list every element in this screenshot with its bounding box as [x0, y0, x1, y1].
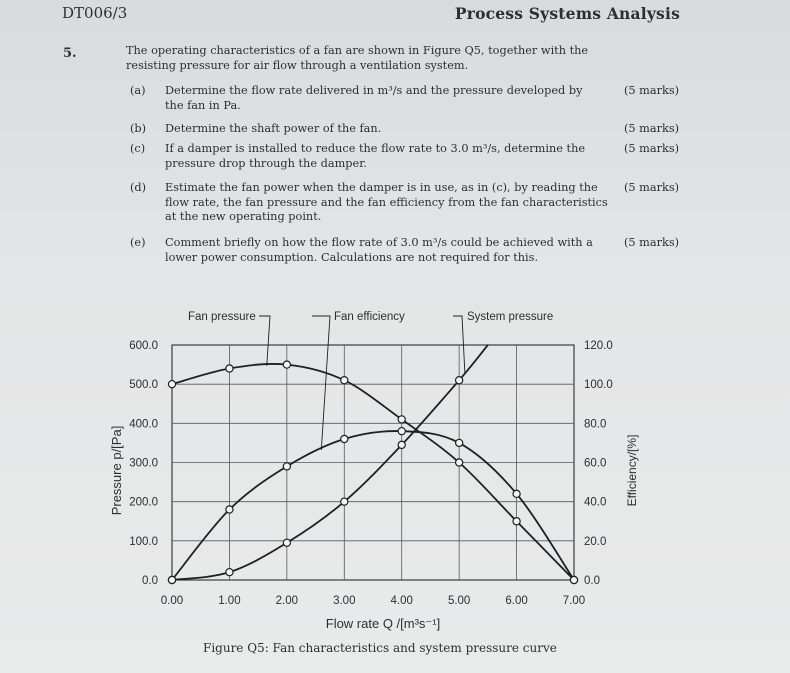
y-left-tick-label: 400.0 — [129, 418, 158, 431]
x-tick-label: 1.00 — [218, 595, 241, 607]
data-point — [283, 463, 290, 470]
part-marks: (5 marks) — [624, 181, 680, 194]
x-tick-label: 3.00 — [333, 595, 356, 607]
figure-caption: Figure Q5: Fan characteristics and system pressure curve — [203, 641, 557, 655]
x-tick-label: 7.00 — [562, 595, 586, 607]
series-line-fan-efficiency — [172, 431, 574, 580]
x-tick-label: 5.00 — [447, 595, 471, 607]
y-right-axis-title: Efficiency/[%] — [625, 434, 639, 507]
y-right-tick-label: 20.0 — [584, 535, 607, 548]
chart-labels — [109, 311, 639, 631]
legend-label-fan-pressure: Fan pressure — [188, 311, 256, 323]
legend-label-fan-efficiency: Fan efficiency — [334, 311, 405, 323]
y-right-tick-label: 40.0 — [584, 496, 607, 509]
x-axis-title: Flow rate Q /[m³s⁻¹] — [325, 616, 441, 631]
part-line: at the new operating point. — [165, 210, 322, 223]
data-point — [283, 539, 290, 546]
y-right-tick-label: 80.0 — [584, 418, 607, 431]
series-line-fan-pressure — [172, 364, 574, 580]
data-point — [456, 439, 463, 446]
y-left-axis-title: Pressure p/[Pa] — [109, 425, 124, 516]
data-point — [513, 490, 520, 497]
y-right-tick-label: 0.0 — [584, 575, 600, 587]
data-point — [226, 569, 233, 576]
part-marks: (5 marks) — [624, 122, 680, 135]
y-left-tick-label: 500.0 — [129, 379, 158, 392]
y-left-tick-label: 300.0 — [129, 457, 158, 470]
data-point — [456, 459, 463, 466]
y-right-tick-label: 100.0 — [584, 379, 613, 392]
course-code: DT006/3 — [62, 4, 128, 22]
subject-title: Process Systems Analysis — [454, 4, 680, 23]
part-label: (c) — [130, 142, 146, 155]
data-point — [341, 377, 348, 384]
data-point — [341, 435, 348, 442]
x-tick-label: 4.00 — [390, 595, 413, 607]
legend-leader-line — [259, 316, 270, 366]
part-line: the fan in Pa. — [165, 98, 241, 112]
y-left-tick-label: 200.0 — [129, 496, 158, 509]
chart-grid — [172, 345, 574, 580]
part-line: Comment briefly on how the flow rate of 3.0 m³/s could be achieved with a — [165, 236, 593, 249]
data-point — [398, 441, 405, 448]
data-point — [168, 576, 175, 583]
legend-leader-line — [312, 316, 330, 450]
part-label: (d) — [130, 181, 147, 194]
part-marks: (5 marks) — [624, 142, 680, 155]
y-left-tick-label: 600.0 — [129, 340, 158, 352]
part-label: (e) — [130, 236, 146, 249]
data-point — [398, 416, 405, 423]
x-tick-label: 0.00 — [160, 595, 184, 607]
legend-label-system-pressure: System pressure — [467, 311, 554, 323]
part-marks: (5 marks) — [624, 236, 680, 249]
part-line: If a damper is installed to reduce the flow rate to 3.0 m³/s, determine the — [165, 142, 586, 155]
y-left-tick-label: 0.0 — [142, 575, 158, 587]
part-line: lower power consumption. Calculations are not required for this. — [165, 250, 539, 264]
part-marks: (5 marks) — [624, 84, 680, 97]
y-right-tick-label: 120.0 — [584, 340, 613, 352]
data-point — [226, 506, 233, 513]
x-tick-label: 6.00 — [505, 595, 528, 607]
x-tick-label: 2.00 — [275, 595, 299, 607]
data-point — [513, 518, 520, 525]
part-line: Estimate the fan power when the damper is in use, as in (c), by reading the — [165, 181, 598, 194]
y-left-tick-label: 100.0 — [129, 535, 158, 548]
intro-line: resisting pressure for air flow through a ventilation system. — [126, 58, 469, 72]
question-number: 5. — [63, 46, 77, 61]
part-line: Determine the shaft power of the fan. — [165, 122, 382, 135]
data-point — [341, 498, 348, 505]
part-line: Determine the flow rate delivered in m³/s and the pressure developed by — [165, 84, 583, 97]
intro-line: The operating characteristics of a fan are shown in Figure Q5, together with the — [126, 44, 589, 57]
data-point — [168, 381, 175, 388]
data-point — [398, 428, 405, 435]
data-point — [456, 377, 463, 384]
part-label: (b) — [130, 122, 147, 135]
data-point — [283, 361, 290, 368]
y-right-tick-label: 60.0 — [584, 457, 607, 470]
part-line: flow rate, the fan pressure and the fan efficiency from the fan characteristics — [165, 195, 608, 209]
data-point — [226, 365, 233, 372]
part-line: pressure drop through the damper. — [165, 156, 367, 170]
part-label: (a) — [130, 84, 146, 97]
data-point — [570, 576, 577, 583]
